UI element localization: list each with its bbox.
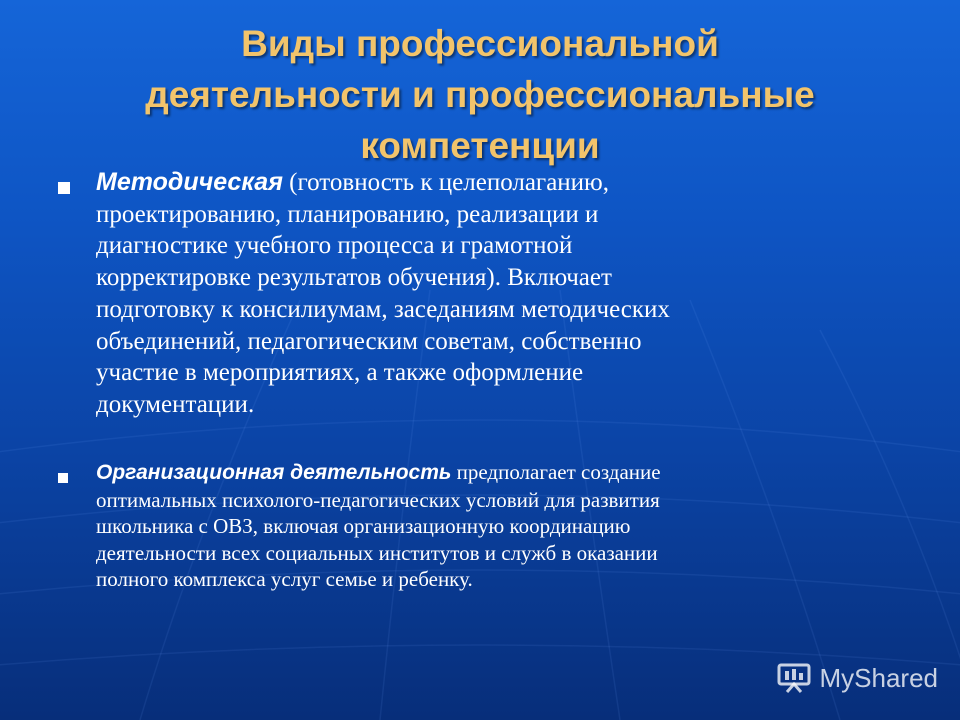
item-text-line: объединений, педагогическим советам, собственно	[96, 327, 642, 355]
item-text-line: корректировке результатов обучения). Включает	[96, 264, 612, 292]
item-text-line: деятельности всех социальных институтов и служб в оказании	[96, 540, 658, 565]
slide-title	[60, 18, 900, 171]
list-item-methodical	[96, 167, 856, 421]
title-line-1: Виды профессиональной	[241, 23, 719, 64]
item-text-line: школьника с ОВЗ, включая организационную координацию	[96, 514, 631, 538]
item-text-line: оптимальных психолого-педагогических условий для развития	[96, 487, 660, 512]
item-text-line: подготовку к консилиумам, заседаниям методических	[96, 295, 670, 323]
item-text-line: предполагает создание	[451, 460, 661, 484]
item-text-line: полного комплекса услуг семье и ребенку.	[96, 567, 473, 591]
presentation-icon	[776, 662, 812, 694]
item-text-line: (готовность к целеполаганию,	[282, 169, 609, 196]
title-line-3: компетенции	[360, 125, 600, 166]
term-organizational: Организационная деятельность	[96, 461, 452, 484]
item-text-line: проектированию, планированию, реализации и	[96, 200, 599, 228]
list-item-organizational	[96, 459, 856, 593]
item-text-line: документации.	[96, 390, 255, 418]
bullet-marker	[58, 473, 68, 483]
term-methodical: Методическая	[96, 168, 283, 196]
title-line-2: деятельности и профессиональные	[145, 74, 815, 115]
watermark-text: MyShared	[819, 662, 938, 693]
myshared-watermark	[776, 662, 939, 694]
item-text-line: диагностике учебного процесса и грамотной	[96, 232, 573, 260]
bullet-marker	[58, 182, 70, 194]
item-text-line: участие в мероприятиях, а также оформление	[96, 359, 584, 387]
